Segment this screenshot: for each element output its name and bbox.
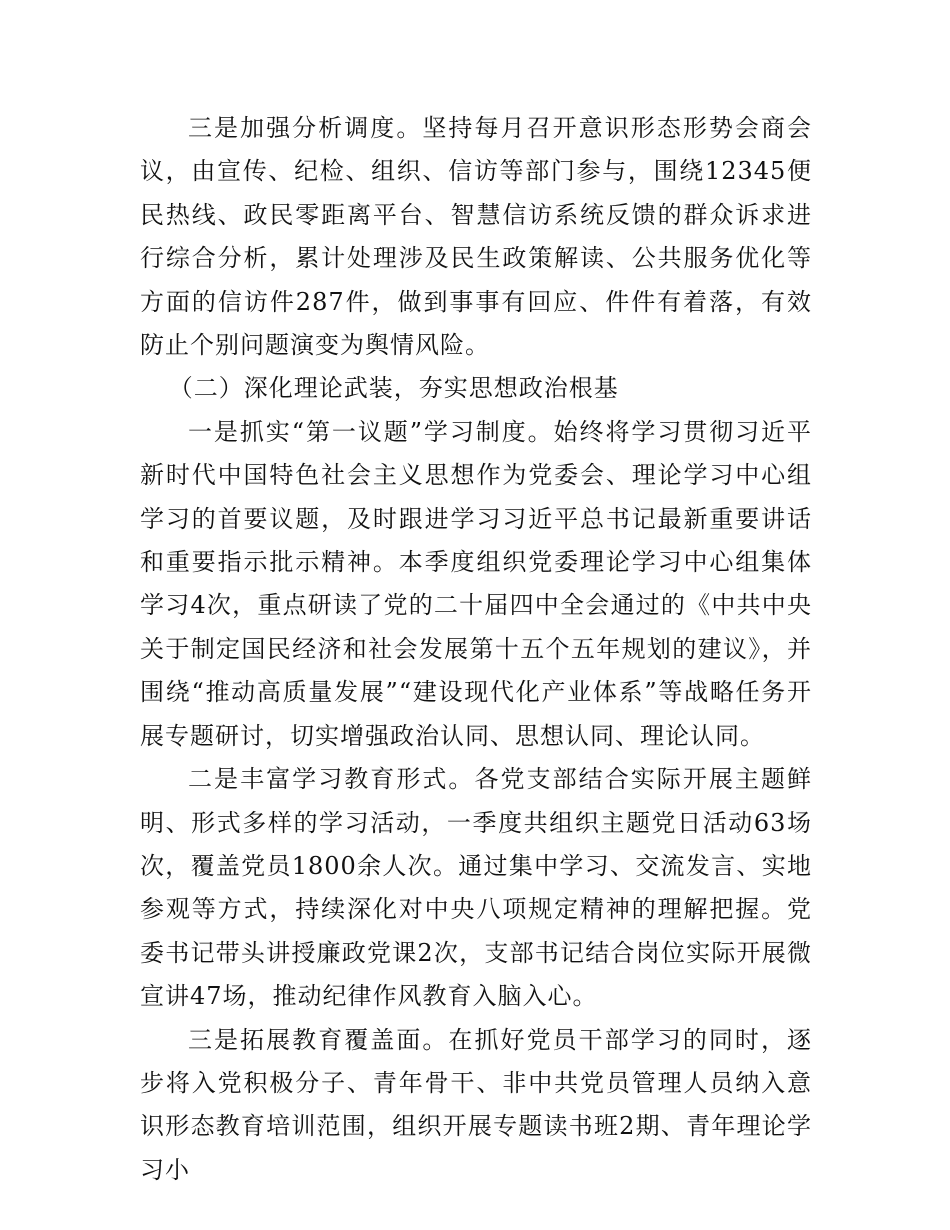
document-page xyxy=(140,107,812,1192)
section-heading-theory-armament: （二）深化理论武装，夯实思想政治根基 xyxy=(168,374,619,403)
paragraph-education-coverage: 三是拓展教育覆盖面。在抓好党员干部学习的同时，逐步将入党积极分子、青年骨干、非中共党员管理人员纳入意识形态教育培训范围，组织开展专题读书班2期、青年理论学习小 xyxy=(140,1025,812,1184)
paragraph-first-agenda-study: 一是抓实“第一议题”学习制度。始终将学习贯彻习近平新时代中国特色社会主义思想作为党委会、理论学习中心组学习的首要议题，及时跟进学习习近平总书记最新重要讲话和重要指示批示精神。本季度组织党委理论学习中心组集体学习4次，重点研读了党的二十届四中全会通过的《中共中央关于制定国民经济和社会发展第十五个五年规划的建议》，并围绕“推动高质量发展”“建设现代化产业体系”等战略任务开展专题研讨，切实增强政治认同、思想认同、理论认同。 xyxy=(140,417,812,750)
paragraph-study-forms: 二是丰富学习教育形式。各党支部结合实际开展主题鲜明、形式多样的学习活动，一季度共组织主题党日活动63场次，覆盖党员1800余人次。通过集中学习、交流发言、实地参观等方式，持续深化对中央八项规定精神的理解把握。党委书记带头讲授廉政党课2次，支部书记结合岗位实际开展微宣讲47场，推动纪律作风教育入脑入心。 xyxy=(140,765,812,1011)
paragraph-analysis-scheduling: 三是加强分析调度。坚持每月召开意识形态形势会商会议，由宣传、纪检、组织、信访等部门参与，围绕12345便民热线、政民零距离平台、智慧信访系统反馈的群众诉求进行综合分析，累计处理涉及民生政策解读、公共服务优化等方面的信访件287件，做到事事有回应、件件有着落，有效防止个别问题演变为舆情风险。 xyxy=(140,114,812,360)
